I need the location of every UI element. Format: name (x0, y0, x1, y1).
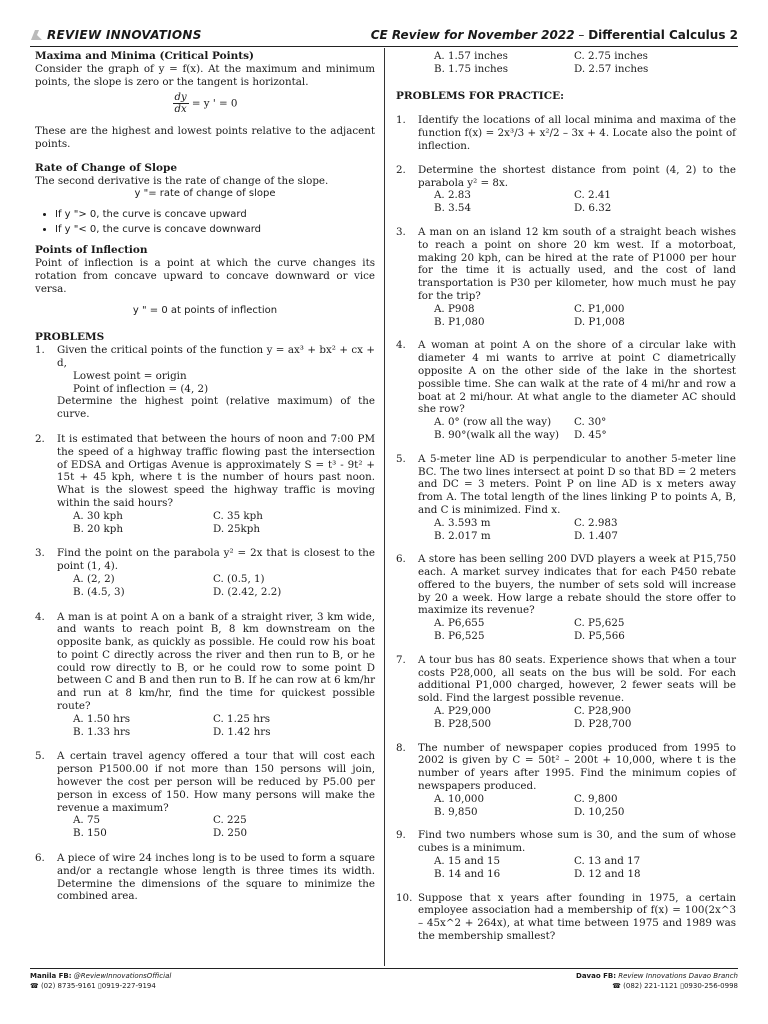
option-item: C. 9,800 (574, 792, 618, 805)
option-item: A. 10,000 (434, 792, 485, 805)
brand-name: REVIEW INNOVATIONS (47, 28, 202, 42)
heading-inflection: Points of Inflection (35, 244, 148, 257)
header-course (371, 28, 738, 42)
option-item: B. P28,500 (434, 717, 492, 730)
page-header (30, 28, 738, 47)
manila-fb: @ReviewInnovationsOfficial (73, 972, 172, 980)
heading-practice: PROBLEMS FOR PRACTICE: (396, 89, 564, 102)
option-item: B. 9,850 (434, 805, 478, 818)
page-footer (30, 968, 738, 990)
option-item: A. P908 (434, 302, 475, 315)
problem-text: A 5-meter line AD is perpendicular to another 5-meter line BC. The two lines intersect at point D so that BD = 2 meters and DC = 3 meters. Point P on line AD is x meters away from A. The total length of the lines linking P to points A, B, and C is minimized. Find x. (418, 452, 736, 516)
problem-number: 3. (35, 547, 45, 560)
brand-mark-icon (30, 29, 44, 41)
option-item: A. 1.50 hrs (73, 712, 131, 725)
paragraph-adjacent: These are the highest and lowest points relative to the adjacent points. (35, 125, 375, 151)
problem-number: 8. (396, 741, 406, 754)
right-column (396, 50, 736, 954)
problem-options (396, 793, 736, 819)
paragraph-maxima-minima: Consider the graph of y = f(x). At the maximum and minimum points, the slope is zero or the tangent is horizontal. (35, 62, 375, 88)
problem-number: 4. (396, 339, 406, 352)
problem-item (35, 344, 375, 421)
problem-text: A tour bus has 80 seats. Experience shows that when a tour costs P28,000, all seats on the bus will be sold. For each additional P1,000 charged, however, 2 fewer seats will be sold. Find the largest possible revenue. (418, 653, 736, 705)
option-item: D. P28,700 (574, 717, 632, 730)
option-item: C. 225 (213, 814, 247, 827)
problem-number: 1. (396, 114, 406, 127)
problem-question: Determine the highest point (relative maximum) of the curve. (57, 395, 375, 421)
paragraph-inflection: Point of inflection is a point at which the curve changes its rotation from concave upward to concave downward or vice versa. (35, 257, 375, 295)
concave-down-item: • If y "< 0, the curve is concave downward (55, 222, 375, 237)
problem-item (396, 829, 736, 880)
problem-options (396, 617, 736, 643)
problem-options (396, 705, 736, 731)
header-dash: – (574, 28, 589, 42)
option-item: D. P5,566 (574, 630, 625, 643)
problem-item (396, 453, 736, 543)
problem-text: A store has been selling 200 DVD players a week at P15,750 each. A market survey indicates that for each P450 rebate offered to the buyers, the number of sets sold will increase by 20 a week. How large a rebate should the store offer to maximize its revenue? (418, 553, 736, 617)
problem-options (35, 713, 375, 739)
davao-fb: Review Innovations Davao Branch (618, 972, 738, 980)
problem-number: 1. (35, 344, 45, 357)
option-item: C. 2.75 inches (574, 50, 648, 62)
option-item: D. 6.32 (574, 202, 612, 215)
heading-problems: PROBLEMS (35, 331, 105, 344)
column-divider (384, 48, 385, 966)
practice-problems-list (396, 114, 736, 942)
option-item: D. 1.42 hrs (213, 725, 271, 738)
heading-maxima-minima: Maxima and Minima (Critical Points) (35, 50, 254, 62)
davao-phone: ☎ (082) 221-1121 ▯0930-256-0998 (612, 982, 738, 990)
problem-text: Determine the shortest distance from point (4, 2) to the parabola y² = 8x. (418, 163, 736, 189)
option-item: C. P5,625 (574, 617, 625, 630)
option-item: B. P1,080 (434, 315, 485, 328)
problem-item (35, 547, 375, 598)
problem-item (396, 742, 736, 819)
problem-text: The number of newspaper copies produced from 1995 to 2002 is given by C = 50t² – 200t + 10,000, where t is the number of years after 1995. Find the minimum copies of newspapers produced. (418, 741, 736, 793)
problem-options (396, 416, 736, 442)
option-item: B. 90°(walk all the way) (434, 428, 560, 441)
problem-item (396, 654, 736, 731)
problem-text: Identify the locations of all local minima and maxima of the function f(x) = 2x³/3 + x²/2 – 3x + 4. Locate also the point of inflection. (418, 114, 736, 152)
paragraph-rate: The second derivative is the rate of change of the slope. (35, 174, 329, 187)
derivative-equation (35, 92, 375, 115)
problem-given: Lowest point = origin (73, 369, 187, 382)
option-item: C. 2.41 (574, 189, 611, 202)
option-item: B. 150 (73, 827, 107, 840)
problem-item (396, 553, 736, 643)
problem-number: 6. (396, 553, 406, 566)
problem-item (396, 114, 736, 152)
option-item: A. 1.57 inches (434, 50, 508, 62)
option-item: A. P29,000 (434, 705, 491, 718)
problem-text: A piece of wire 24 inches long is to be used to form a square and/or a rectangle whose length is three times its width. Determine the dimensions of the square to minimize the combined area. (57, 852, 375, 903)
option-item: C. P1,000 (574, 302, 625, 315)
problem-options (396, 303, 736, 329)
problem-text: Suppose that x years after founding in 1975, a certain employee association had a membership of f(x) = 100(2x^3 – 45x^2 + 264x), at what time between 1975 and 1989 was the membership smallest? (418, 891, 736, 943)
option-item: C. 35 kph (213, 509, 263, 522)
problem-number: 7. (396, 653, 406, 666)
option-item: A. 3.593 m (434, 516, 491, 529)
subject-title: Differential Calculus 2 (588, 28, 738, 42)
manila-phone: ☎ (02) 8735-9161 ▯0919-227-9194 (30, 982, 156, 990)
problem-number: 9. (396, 829, 406, 842)
option-item: D. 250 (213, 827, 248, 840)
option-item: D. 2.57 inches (574, 62, 649, 75)
option-item: C. P28,900 (574, 705, 632, 718)
manila-label: Manila FB: (30, 972, 72, 980)
problem-item (396, 892, 736, 943)
option-item: C. 1.25 hrs (213, 712, 271, 725)
problems-list (35, 344, 375, 903)
concave-up-item: • If y "> 0, the curve is concave upward (55, 207, 375, 222)
problem-options (396, 855, 736, 881)
option-item: D. 10,250 (574, 805, 625, 818)
problem-item (396, 164, 736, 215)
frac-equation: = y ' = 0 (188, 97, 238, 110)
problem-options (396, 517, 736, 543)
option-item: A. 2.83 (434, 189, 471, 202)
problem-item (35, 852, 375, 903)
problem-item (35, 433, 375, 535)
problem-given: Point of inflection = (4, 2) (73, 382, 209, 395)
option-item: D. (2.42, 2.2) (213, 585, 282, 598)
course-title: CE Review for November 2022 (370, 28, 575, 42)
problem-options (35, 814, 375, 840)
option-item: D. 25kph (213, 522, 260, 535)
frac-numerator: dy (174, 92, 187, 104)
option-item: A. 75 (73, 814, 101, 827)
option-item: B. 1.33 hrs (73, 725, 131, 738)
problem-text: A woman at point A on the shore of a circular lake with diameter 4 mi wants to arrive at point C diametrically opposite A on the other side of the lake in the shortest possible time. She can walk at the rate of 4 mi/hr and row a boat at 2 mi/hour. At what angle to the diameter AC should she row? (418, 339, 736, 416)
option-item: D. 1.407 (574, 529, 618, 542)
problem-text: Find the point on the parabola y² = 2x that is closest to the point (1, 4). (57, 547, 375, 573)
davao-label: Davao FB: (576, 972, 616, 980)
problem-item (35, 611, 375, 739)
problem-number: 2. (35, 432, 45, 445)
problem-number: 6. (35, 852, 45, 865)
problem-options (35, 573, 375, 599)
inflection-equation: y " = 0 at points of inflection (132, 304, 278, 316)
problem-options (396, 189, 736, 215)
footer-manila (30, 971, 171, 991)
problem-item (35, 750, 375, 840)
problem-item (396, 339, 736, 441)
rate-equation: y "= rate of change of slope (134, 187, 276, 199)
option-item: C. 2.983 (574, 516, 618, 529)
problem-options (35, 510, 375, 536)
problem-number: 5. (396, 452, 406, 465)
concavity-list (35, 207, 375, 237)
option-item: D. 45° (574, 428, 607, 441)
problem-text: A man is at point A on a bank of a straight river, 3 km wide, and wants to reach point B, 8 km downstream on the opposite bank, as quickly as possible. He could row his boat to point C directly across the river and then run to B, or he could row directly to B, or he could row to some point D between C and B and then run to B. If he can row at 6 km/hr and run at 8 km/hr, find the time for quickest possible route? (57, 610, 375, 713)
option-item: B. 2.017 m (434, 529, 491, 542)
option-item: A. 30 kph (73, 509, 123, 522)
option-item: D. 12 and 18 (574, 867, 641, 880)
option-item: B. (4.5, 3) (73, 585, 125, 598)
option-item: C. 13 and 17 (574, 855, 641, 868)
problem-text: A man on an island 12 km south of a straight beach wishes to reach a point on shore 20 km west. If a motorboat, making 20 kph, can be hired at the rate of P1000 per hour for the time it is actually used, and the cost of land transportation is P30 per kilometer, how much must he pay for the trip? (418, 225, 736, 302)
problem-text: Find two numbers whose sum is 30, and the sum of whose cubes is a minimum. (418, 829, 736, 855)
problem-number: 5. (35, 750, 45, 763)
option-item: C. (0.5, 1) (213, 572, 265, 585)
option-item: C. 30° (574, 416, 607, 429)
option-item: A. P6,655 (434, 617, 485, 630)
problem-text: A certain travel agency offered a tour that will cost each person P1500.00 if not more than 150 persons will join, however the cost per person will be reduced by P5.00 per person in excess of 150. How many persons will make the revenue a maximum? (57, 750, 375, 814)
problem-number: 4. (35, 610, 45, 623)
left-column (35, 50, 375, 915)
option-item: B. P6,525 (434, 630, 485, 643)
option-item: A. 15 and 15 (434, 855, 501, 868)
problem-item (396, 226, 736, 328)
problem-number: 3. (396, 225, 406, 238)
frac-denominator: dx (174, 104, 187, 116)
option-item: A. (2, 2) (73, 572, 115, 585)
problem-text: It is estimated that between the hours of noon and 7:00 PM the speed of a highway traffic flowing past the intersection of EDSA and Ortigas Avenue is approximately S = t³ - 9t² + 15t + 45 kph, where t is the number of hours past noon. What is the slowest speed the highway traffic is moving within the said hours? (57, 432, 375, 509)
option-item: B. 14 and 16 (434, 867, 501, 880)
problem-6-options (396, 50, 736, 76)
footer-davao (576, 971, 738, 991)
option-item: D. P1,008 (574, 315, 625, 328)
problem-text: Given the critical points of the function y = ax³ + bx² + cx + d, (57, 344, 375, 369)
option-item: B. 20 kph (73, 522, 123, 535)
problem-number: 2. (396, 163, 406, 176)
heading-rate-of-change: Rate of Change of Slope (35, 161, 178, 174)
option-item: B. 1.75 inches (434, 62, 509, 75)
option-item: B. 3.54 (434, 202, 472, 215)
option-item: A. 0° (row all the way) (434, 416, 552, 429)
brand-logo (30, 28, 202, 42)
problem-number: 10. (396, 891, 413, 904)
